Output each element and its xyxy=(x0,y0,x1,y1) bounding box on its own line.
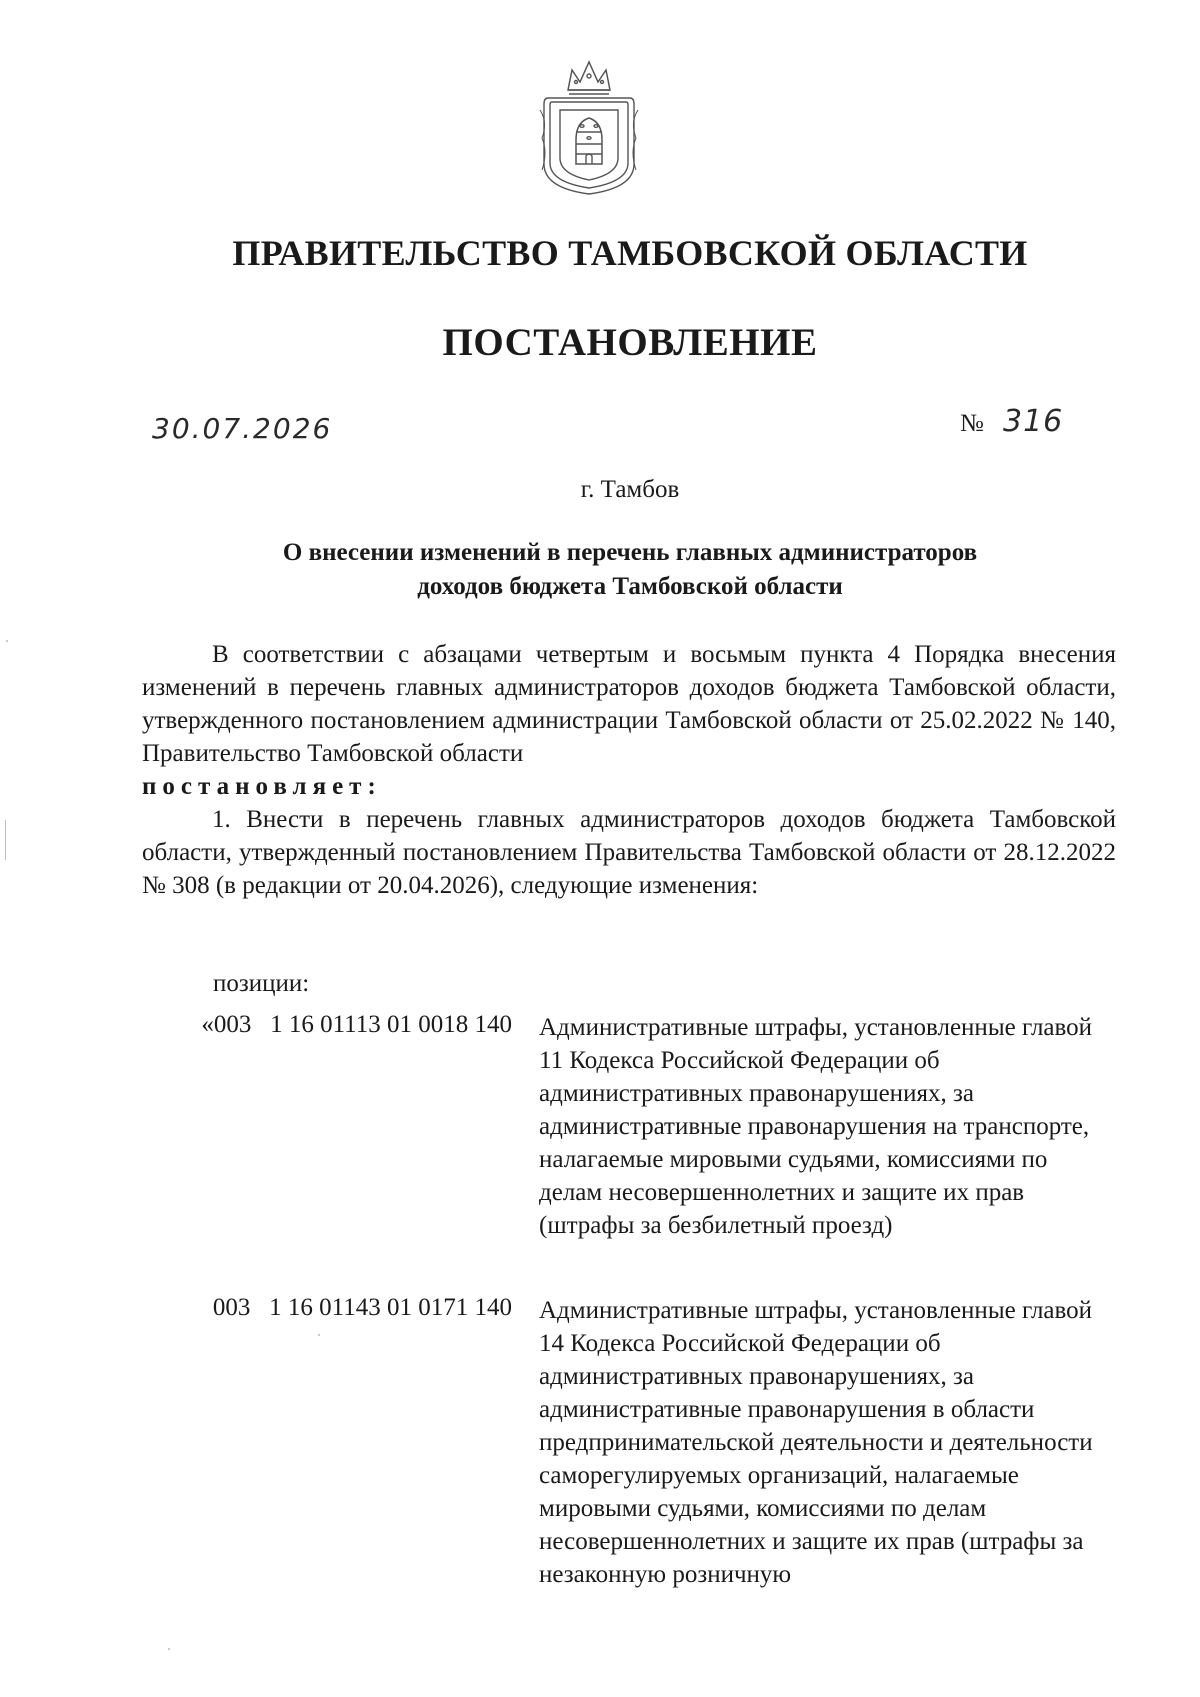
document-type: ПОСТАНОВЛЕНИЕ xyxy=(442,321,818,364)
document-city: г. Тамбов xyxy=(580,476,680,503)
position-description: Административные штрафы, установленные главой 11 Кодекса Российской Федерации об административных правонарушениях, за административные правонарушения на транспорте, налагаемые мировыми судьями, комиссиями по делам несовершеннолетних и защите их прав (штрафы за безбилетный проезд) xyxy=(539,1014,1093,1239)
scan-speck xyxy=(168,1648,170,1650)
positions-label: позиции: xyxy=(213,970,310,997)
document-date: 30.07.2026 xyxy=(152,412,333,445)
subject-line-2: доходов бюджета Тамбовской области xyxy=(417,573,843,600)
position-code: «003 1 16 01113 01 0018 140 xyxy=(201,1011,512,1038)
resolves-word: постановляет: xyxy=(142,773,382,800)
document-subject xyxy=(140,536,1120,604)
document-number-label: № xyxy=(960,410,984,437)
subject-line-1: О внесении изменений в перечень главных администраторов xyxy=(282,539,978,566)
scan-speck xyxy=(318,1334,320,1336)
preamble-paragraph: В соответствии с абзацами четвертым и восьмым пункта 4 Порядка внесения изменений в перечень главных администраторов доходов бюджета Тамбовской области, утвержденного постановлением администрации Тамбовской области от 25.02.2022 № 140, Правительство Тамбовской области xyxy=(142,641,1116,767)
document-body xyxy=(142,638,1116,902)
scan-speck xyxy=(5,820,6,860)
organization-title: ПРАВИТЕЛЬСТВО ТАМБОВСКОЙ ОБЛАСТИ xyxy=(232,233,1028,273)
scan-speck xyxy=(6,640,8,642)
position-code: 003 1 16 01143 01 0171 140 xyxy=(212,1294,512,1321)
document-number: 316 xyxy=(1003,404,1064,439)
position-description: Административные штрафы, установленные главой 14 Кодекса Российской Федерации об административных правонарушениях, за административные правонарушения в области предпринимательской деятельности и деятельности саморегулируемых организаций, налагаемые мировыми судьями, комиссиями по делам несовершеннолетних и защите их прав (штрафы за незаконную розничную xyxy=(539,1297,1093,1588)
item-1-paragraph: 1. Внести в перечень главных администраторов доходов бюджета Тамбовской области, утвержденный постановлением Правительства Тамбовской области от 28.12.2022 № 308 (в редакции от 20.04.2026), следующие изменения: xyxy=(142,806,1116,899)
tambov-region-coat-of-arms-icon xyxy=(538,60,640,196)
